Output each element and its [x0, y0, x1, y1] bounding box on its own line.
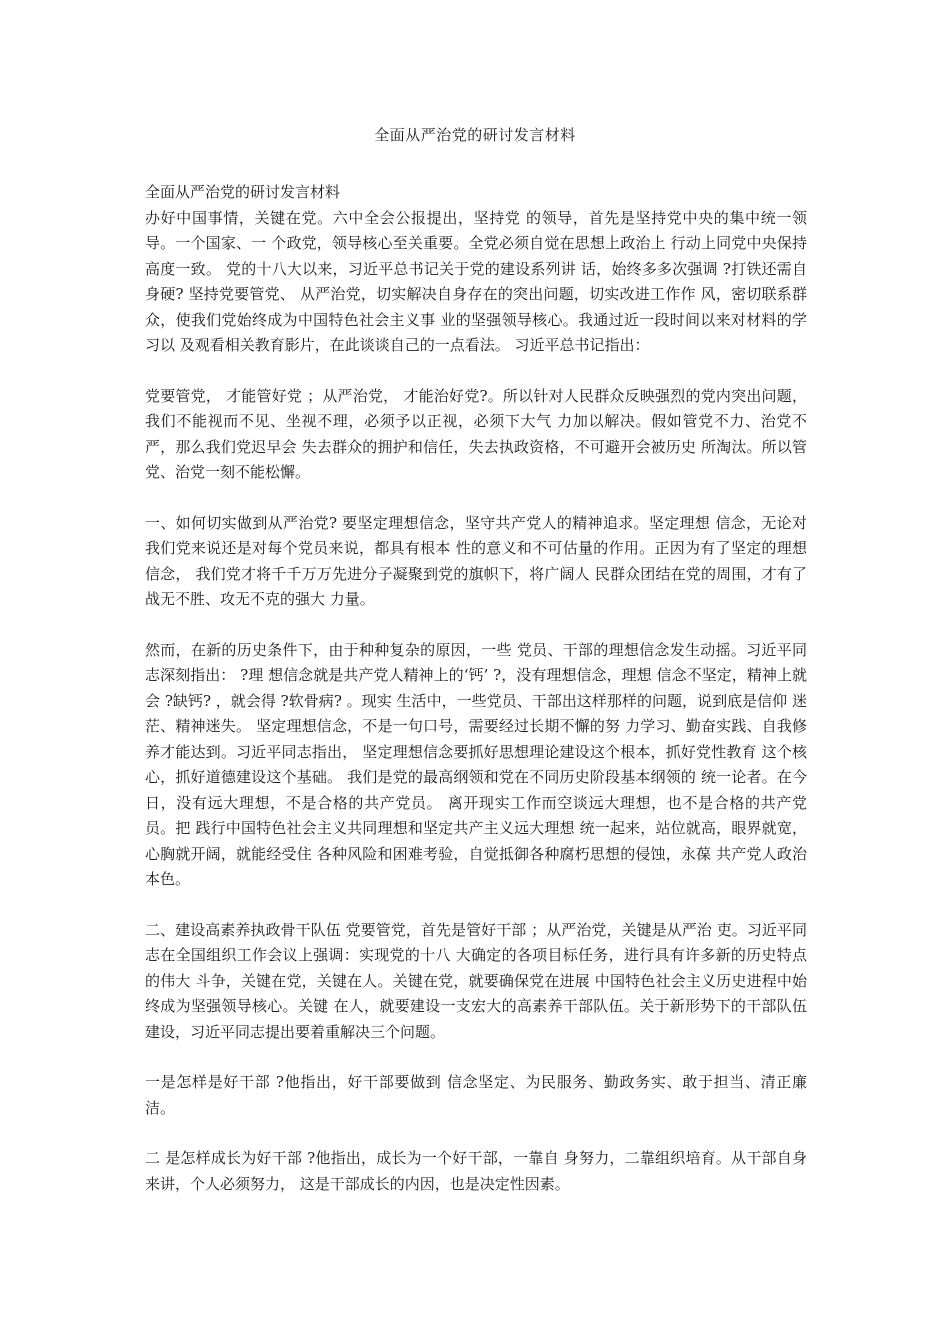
document-body — [145, 180, 807, 1197]
paragraph-manage-party: 党要管党， 才能管好党 ；从严治党， 才能治好党?。所以针对人民群众反映强烈的党内突出问题， 我们不能视而不见、坐视不理，必须予以正视，必须下大气 力加以解决。假如管党不力、治党不严，那么我们党迟早会 失去群众的拥护和信任，失去执政资格，不可避开会被历史 所淘汰。所以管党、治党一刻不能松懈。 — [145, 386, 807, 481]
paragraph-ideals: 然而，在新的历史条件下，由于种种复杂的原因，一些 党员、干部的理想信念发生动摇。习近平同志深刻指出： ?理 想信念就是共产党人精神上的‘钙’ ?，没有理想信念，理想 信念不坚定，精神上就会 ?缺钙? ，就会得 ?软骨病? 。现实 生活中，一些党员、干部出这样那样的问题，说到底是信仰 迷茫、精神迷失。 坚定理想信念，不是一句口号，需要经过长期不懈的努 力学习、勤奋实践、自我修养才能达到。习近平同志指出， 坚定理想信念要抓好思想理论建设这个根本，抓好党性教育 这个核心，抓好道德建设这个基础。 我们是党的最高纲领和党在不同历史阶段基本纲领的 统一论者。在今日，没有远大理想，不是合格的共产党员。 离开现实工作而空谈远大理想，也不是合格的共产党员。把 践行中国特色社会主义共同理想和坚定共产主义远大理想 统一起来，站位就高，眼界就宽，心胸就开阔，就能经受住 各种风险和困难考验，自觉抵御各种腐朽思想的侵蚀，永葆 共产党人政治本色。 — [145, 640, 807, 888]
paragraph-cadre-growth: 二 是怎样成长为好干部 ?他指出，成长为一个好干部，一靠自 身努力，二靠组织培育。从干部自身来讲，个人必须努力， 这是干部成长的内因，也是决定性因素。 — [145, 1149, 807, 1193]
document-title: 全面从严治党的研讨发言材料 — [374, 126, 576, 144]
paragraph-intro: 办好中国事情，关键在党。六中全会公报提出，坚持党 的领导，首先是坚持党中央的集中统一领导。一个国家、一 个政党，领导核心至关重要。全党必须自觉在思想上政治上 行动上同党中央保持高度一致。 党的十八大以来，习近平总书记关于党的建设系列讲 话，始终多多次强调 ?打铁还需自身硬? 坚持党要管党、 从严治党，切实解决自身存在的突出问题，切实改进工作作 风，密切联系群众，使我们党始终成为中国特色社会主义事 业的坚强领导核心。我通过近一段时间以来对材料的学习以 及观看相关教育影片，在此谈谈自己的一点看法。 习近平总书记指出： — [145, 208, 807, 354]
paragraph-section-two: 二、建设高素养执政骨干队伍 党要管党，首先是管好干部 ；从严治党，关键是从严治 吏。习近平同志在全国组织工作会议上强调：实现党的十八 大确定的各项目标任务，进行具有许多新的历史特点的伟大 斗争，关键在党，关键在人。关键在党，就要确保党在进展 中国特色社会主义历史进程中始终成为坚强领导核心。关键 在人，就要建设一支宏大的高素养干部队伍。关于新形势下的干部队伍建设，习近平同志提出要着重解决三个问题。 — [145, 920, 807, 1041]
document-subtitle: 全面从严治党的研讨发言材料 — [145, 183, 341, 201]
paragraph-good-cadre: 一是怎样是好干部 ?他指出，好干部要做到 信念坚定、为民服务、勤政务实、敢于担当、清正廉洁。 — [145, 1073, 807, 1117]
paragraph-section-one: 一、如何切实做到从严治党? 要坚定理想信念，坚守共产党人的精神追求。坚定理想 信念，无论对我们党来说还是对每个党员来说，都具有根本 性的意义和不可估量的作用。正因为有了坚定的理想信念， 我们党才将千千万万先进分子凝聚到党的旗帜下，将广阔人 民群众团结在党的周围，才有了战无不胜、攻无不克的强大 力量。 — [145, 513, 807, 608]
